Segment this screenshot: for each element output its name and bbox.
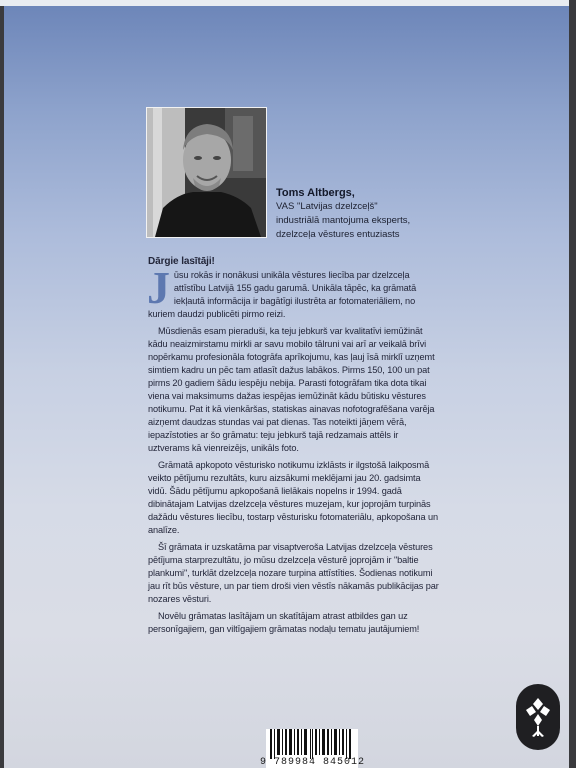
author-line-2: industriālā mantojuma eksperts, xyxy=(276,215,411,226)
author-line-1: VAS "Latvijas dzelzceļš" xyxy=(276,201,378,212)
paragraph-2: Mūsdienās esam pieraduši, ka teju jebkurš var kvalitatīvi iemūžināt kādu neaizmirstamu mirkli ar savu mobilo tālruni vai arī ar veikalā brīvi nopērkamu profesionāla fotogrāfa aprīkojumu, kas ļauj īsā mirklī uzņemt simtiem kadru un pēc tam atlasīt dažus labākos. Pirms 150, 100 un pat pirms 20 gadiem šādu iespēju nebija. Parasti fotogrāfam tika dota tikai viena vai maksimums dažas iespējas iemūžināt kādu būtisku vēstures notikumu. Pat it kā vienkāršas, statiskas ainavas nofotografēšana varēja aizņemt daudzas stundas vai pat dienas. Tas noteikti jāņem vērā, iepazīstoties ar šo grāmatu: teju jebkurš tajā redzamais attēls ir uztverams kā vienreizējs, unikāls foto. xyxy=(148,326,435,453)
paragraph-5: Novēlu grāmatas lasītājam un skatītājam atrast atbildes gan uz personīgajiem, gan viltīgajiem grāmatas nodaļu tematu jautājumiem! xyxy=(148,611,420,634)
author-portrait xyxy=(146,107,267,238)
barcode-number: 9 789984 845012 xyxy=(260,757,366,768)
author-name: Toms Altbergs, xyxy=(276,187,355,199)
paragraph-4: Šī grāmata ir uzskatāma par visaptverоša Latvijas dzelzceļa vēstures pētījuma starprezultātu, jo mūsu dzelzceļa vēsturē joprojām ir "baltie plankumi", turklāt dzelzceļa nozare turpina attīstīties. Šodienas notikumi jau rīt būs vēsture, un par tiem droši vien vēstīs nākamās publikācijas par nozares vēsturi. xyxy=(148,542,439,604)
paragraph-1: Jūsu rokās ir nonākusi unikāla vēstures liecība par dzelzceļa attīstību Latvijā 155 gadu garumā. Unikāla tāpēc, ka grāmatā iekļautā informācija ir bagātīgi ilustrēta ar fotomateriāliem, no kuriem daudzi publicēti pirmo reizi. xyxy=(147,262,417,319)
author-line-3: dzelzceļa vēstures entuziasts xyxy=(276,229,400,240)
background-edge xyxy=(569,0,576,768)
paragraph-3: Grāmatā apkopoto vēsturisko notikumu izklāsts ir ilgstošā laikposmā veikto pētījumu rezultāts, kuru aizsākumi meklējami jau 20. gadsimta vidū. Šādu pētījumu apkopošanā lielākais nopelns ir 1994. gadā dibinātajam Latvijas dzelzceļa vēstures muzejam, kur joprojām turpinās dažādu vēstures liecību, tostarp vēsturisku fotomateriālu, apkopošana un analīze. xyxy=(148,460,439,535)
foreword-text xyxy=(148,255,439,640)
greeting: Dārgie lasītāji! xyxy=(148,256,215,267)
drop-cap: J xyxy=(147,262,170,313)
watermark-badge xyxy=(516,684,560,750)
author-caption xyxy=(276,186,410,242)
